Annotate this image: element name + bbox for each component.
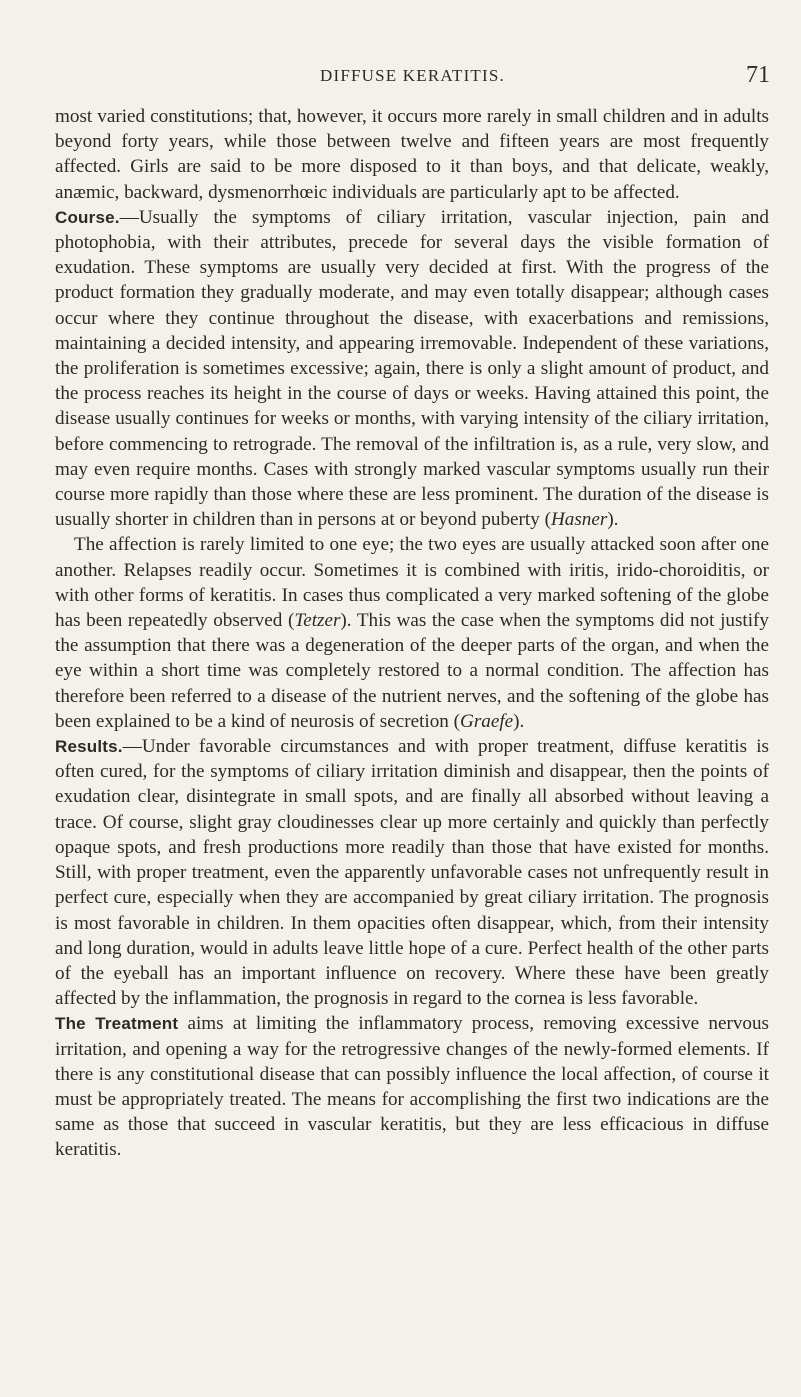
citation-tetzer: Tetzer xyxy=(294,610,341,632)
paragraph-course xyxy=(55,205,769,533)
paragraph-text: —Under favorable circumstances and with proper treatment, diffuse keratitis is often cured, for the symptoms of ciliary irritation diminish and disappear, then the points of exudation clear, disintegrate in small spots, and are finally all absorbed without leaving a trace. Of course, slight gray cloudinesses clear up more certainly and quickly than perfectly opaque spots, and fresh productions more readily than those that have existed for months. Still, with proper treatment, even the apparently unfavorable cases not unfrequently result in perfect cure, especially when they are accompanied by great ciliary irritation. The prognosis is most favorable in children. In them opacities often disappear, which, from their intensity and long duration, would in adults leave little hope of a cure. Perfect health of the other parts of the eyeball has an important influence on recovery. Where these have been greatly affected by the inflammation, the prognosis in regard to the cornea is less favorable. xyxy=(55,736,769,1010)
section-heading-treatment: The Treatment xyxy=(55,1014,179,1034)
citation-hasner: Hasner xyxy=(550,509,608,531)
paragraph-continuation xyxy=(55,104,769,205)
paragraph-text: ). xyxy=(607,509,619,531)
paragraph-text: The affection is rarely limited to one eye; the two eyes are usually attacked soon after one another. Relapses readily occur. Sometimes it is combined with iritis, irido-choroiditis, or with other forms of keratitis. In cases thus complicated a very marked softening of the globe has been repeatedly observed ( xyxy=(55,534,769,632)
section-heading-course: Course. xyxy=(55,207,120,227)
paragraph-affection xyxy=(55,532,769,734)
page-number: 71 xyxy=(746,62,770,88)
running-head xyxy=(55,62,770,92)
paragraph-text: —Usually the symptoms of ciliary irritation, vascular injection, pain and photophobia, with their attributes, precede for several days the visible formation of exudation. These symptoms are usually very decided at first. With the progress of the product formation they gradually moderate, and may even totally disappear; although cases occur where they continue throughout the disease, with exacerbations and remissions, maintaining a decided intensity, and appearing irremovable. Independent of these variations, the proliferation is sometimes excessive; again, there is only a slight amount of product, and the process reaches its height in the course of days or weeks. Having attained this point, the disease usually continues for weeks or months, with varying intensity of the ciliary irritation, before commencing to retrograde. The removal of the infiltration is, as a rule, very slow, and may even require months. Cases with strongly marked vascular symptoms usually run their course more rapidly than those where these are less prominent. The duration of the disease is usually shorter in children than in persons at or beyond puberty ( xyxy=(55,206,769,531)
paragraph-text: ). This was the case when the symptoms did not justify the assumption that there was a degeneration of the deeper parts of the organ, and when the eye within a short time was completely restored to a normal condition. The affection has therefore been referred to a disease of the nutrient nerves, and the softening of the globe has been explained to be a kind of neurosis of secretion ( xyxy=(55,610,769,732)
citation-graefe: Graefe xyxy=(460,710,514,732)
body-text xyxy=(55,104,769,1163)
running-title: DIFFUSE KERATITIS. xyxy=(319,66,505,85)
paragraph-treatment xyxy=(55,1011,769,1162)
paragraph-text: most varied constitutions; that, however, it occurs more rarely in small children and in adults beyond forty years, while those between twelve and fifteen years are most frequently affected. Girls are said to be more disposed to it than boys, and that delicate, weakly, anæmic, backward, dysmenorrhœic individuals are particularly apt to be affected. xyxy=(55,106,769,203)
paragraph-results xyxy=(55,734,769,1011)
section-heading-results: Results. xyxy=(55,737,123,757)
paragraph-text: aims at limiting the inflammatory process, removing excessive nervous irritation, and opening a way for the retrogressive changes of the newly-formed elements. If there is any constitutional disease that can possibly influence the local affection, of course it must be appropriately treated. The means for accomplishing the first two indications are the same as those that succeed in vascular keratitis, but they are less efficacious in diffuse keratitis. xyxy=(55,1013,769,1161)
paragraph-text: ). xyxy=(513,710,525,732)
